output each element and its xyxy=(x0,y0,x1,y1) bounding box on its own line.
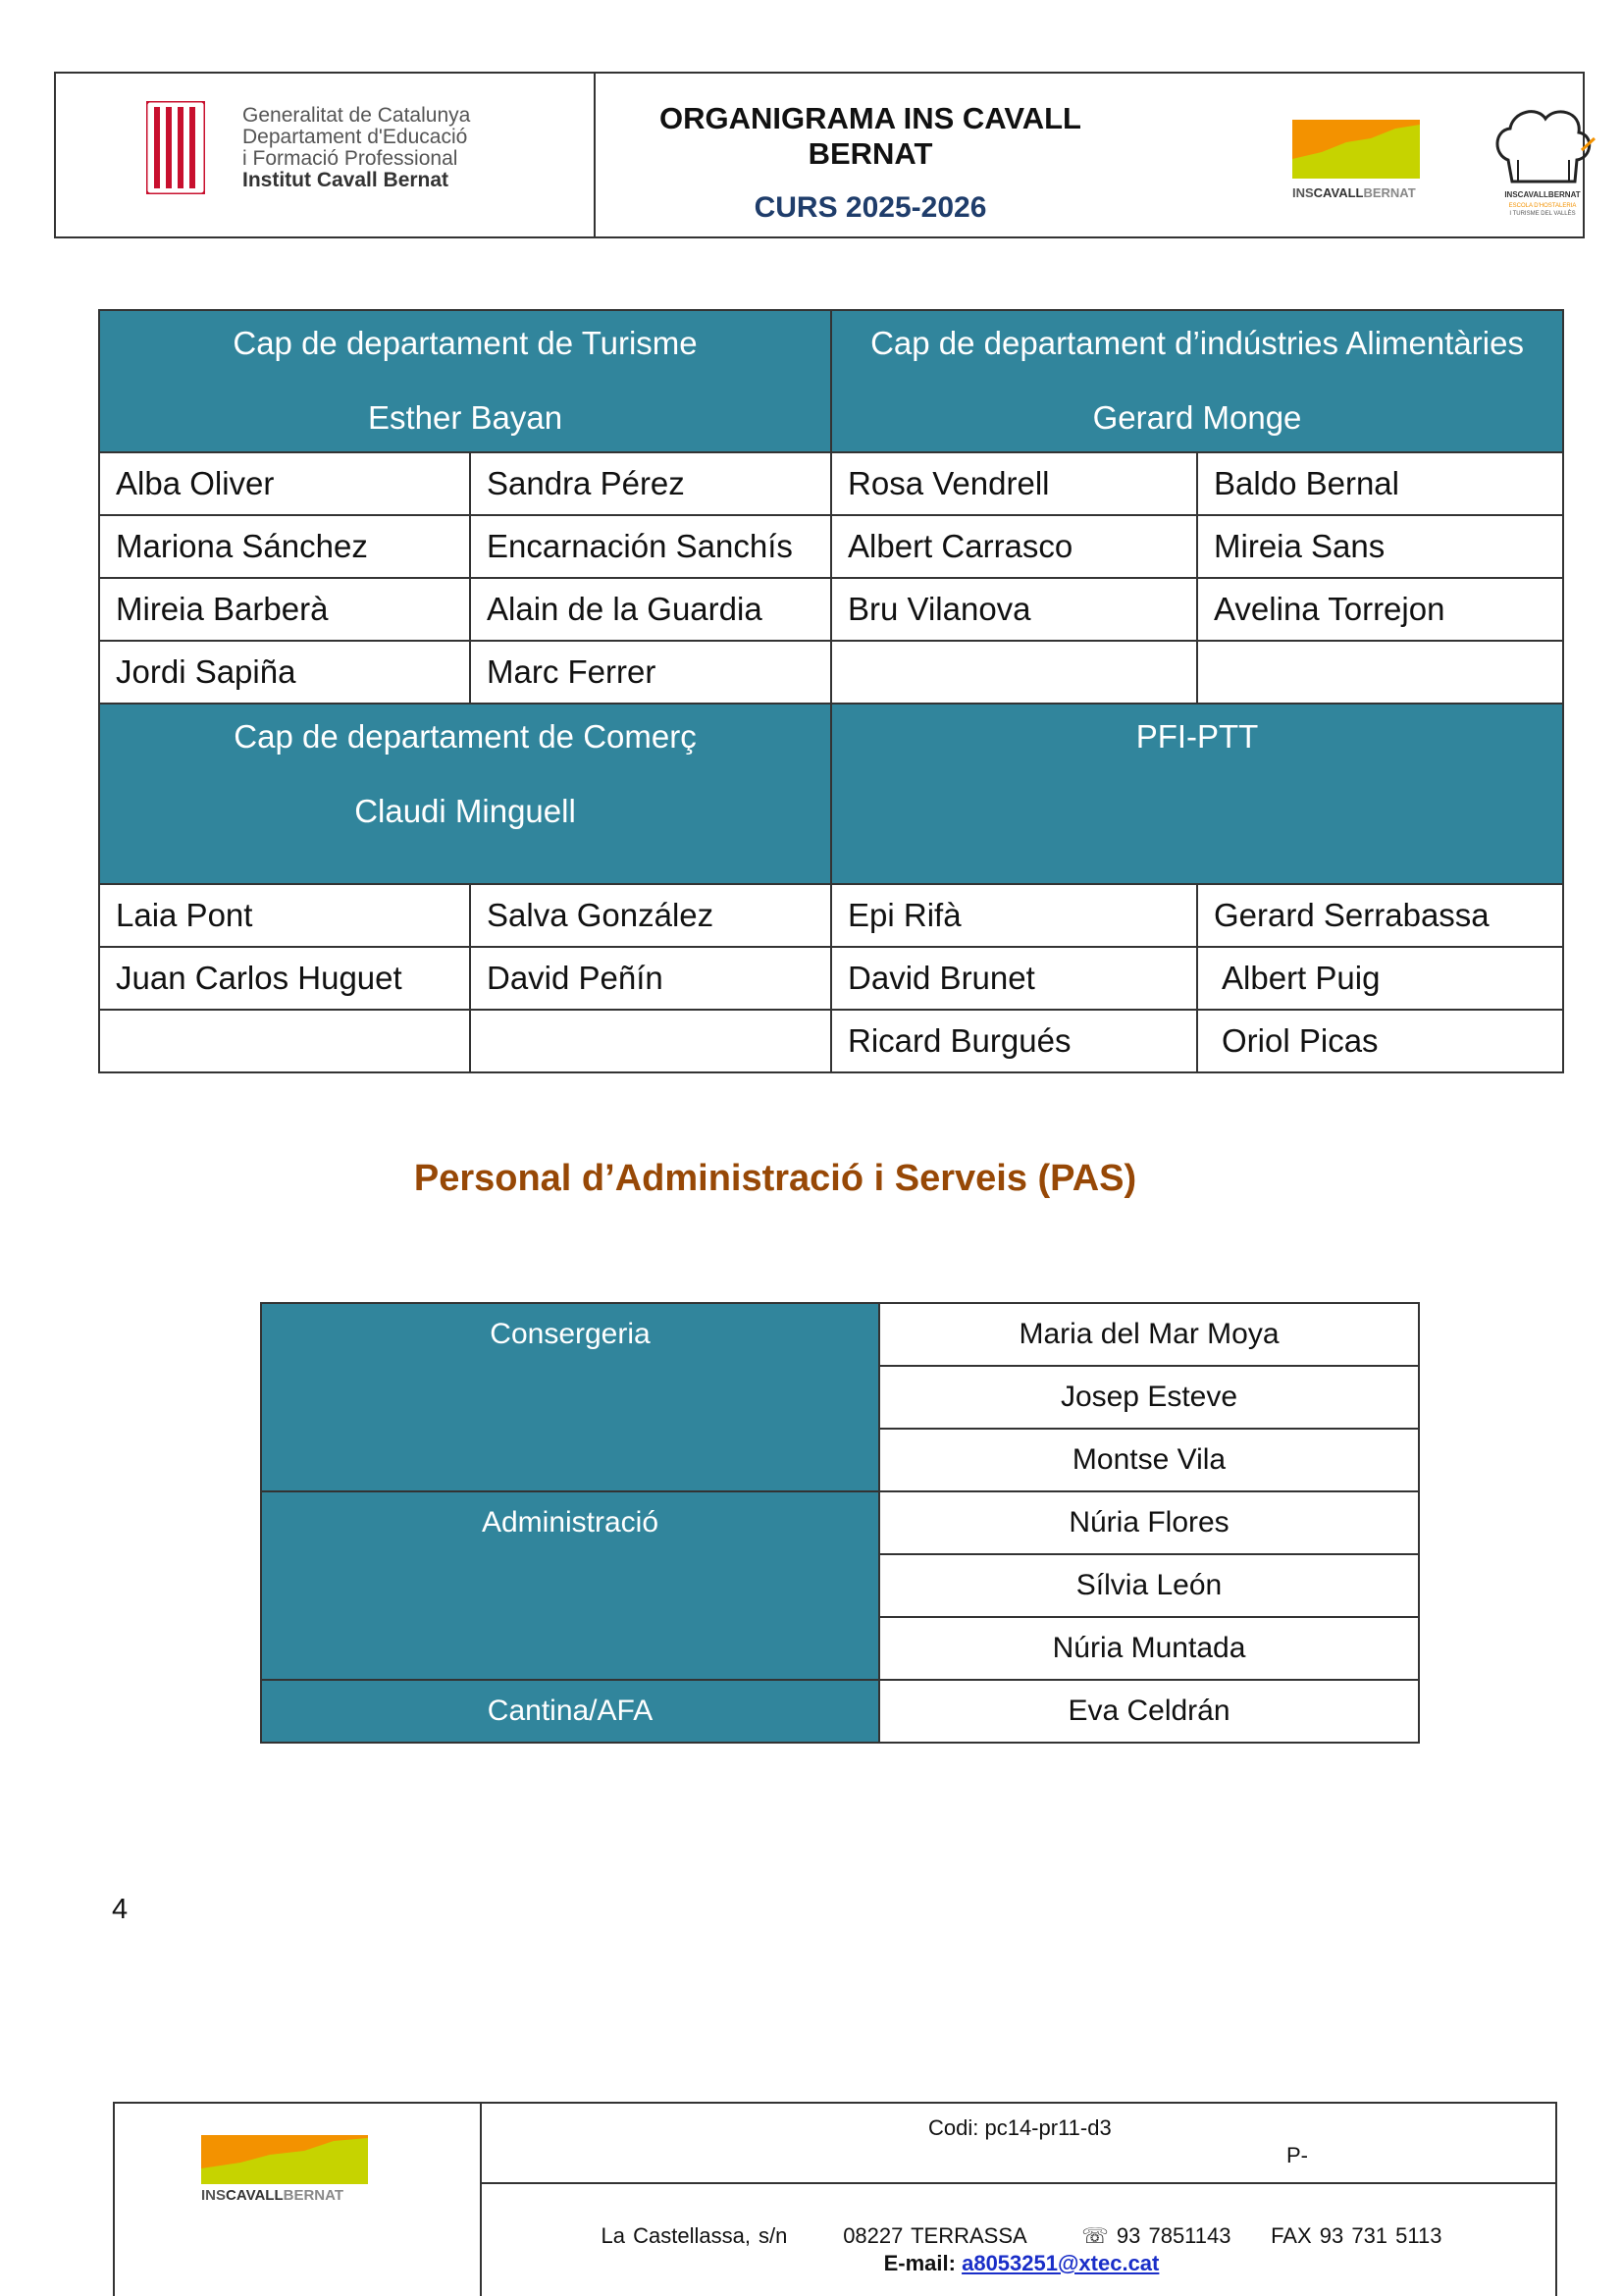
svg-text:ESCOLA D'HOSTALERIA: ESCOLA D'HOSTALERIA xyxy=(1508,203,1577,209)
department-head-title: PFI-PTT xyxy=(1135,718,1259,755)
pas-person-cell: Josep Esteve xyxy=(879,1366,1419,1429)
department-head-cell xyxy=(99,310,831,452)
header-left-cell xyxy=(56,74,596,236)
address-city: 08227 TERRASSA xyxy=(843,2223,1026,2248)
footer-page-label: P- xyxy=(1286,2143,1308,2167)
member-cell: Sandra Pérez xyxy=(470,452,831,515)
pas-person-cell: Maria del Mar Moya xyxy=(879,1303,1419,1366)
email-label: E-mail: xyxy=(883,2251,956,2275)
table-row xyxy=(99,578,1563,641)
pas-category-cell: Cantina/AFA xyxy=(261,1680,879,1743)
org-line-1: Generalitat de Catalunya xyxy=(242,104,471,127)
department-head-cell xyxy=(831,704,1563,884)
footer-address xyxy=(482,2223,1561,2249)
pas-person-cell: Eva Celdrán xyxy=(879,1680,1419,1743)
email-link[interactable]: a8053251@xtec.cat xyxy=(962,2251,1160,2275)
member-cell: Ricard Burgués xyxy=(831,1010,1197,1072)
member-cell: Mireia Barberà xyxy=(99,578,470,641)
member-cell: Baldo Bernal xyxy=(1197,452,1563,515)
header-right-cell xyxy=(596,74,1583,236)
generalitat-logo-icon xyxy=(146,101,205,194)
ins-cavall-bernat-logo-icon xyxy=(1292,115,1420,203)
footer-logo-cell xyxy=(115,2104,482,2296)
ins-cavall-bernat-logo-icon xyxy=(201,2133,368,2207)
generalitat-text xyxy=(242,105,470,191)
member-cell: Alba Oliver xyxy=(99,452,470,515)
member-cell: Marc Ferrer xyxy=(470,641,831,704)
department-head-name: Esther Bayan xyxy=(367,399,563,436)
table-row xyxy=(261,1491,1419,1554)
member-cell: Mariona Sánchez xyxy=(99,515,470,578)
hospitality-school-logo-icon xyxy=(1489,101,1596,219)
member-cell: Mireia Sans xyxy=(1197,515,1563,578)
table-row xyxy=(99,947,1563,1010)
departments-table xyxy=(98,309,1564,1073)
member-cell xyxy=(470,1010,831,1072)
member-cell: Alain de la Guardia xyxy=(470,578,831,641)
table-row xyxy=(99,515,1563,578)
member-cell: Albert Puig xyxy=(1197,947,1563,1010)
footer-email xyxy=(482,2251,1561,2276)
footer-code-row xyxy=(482,2104,1555,2184)
member-cell xyxy=(831,641,1197,704)
department-head-cell xyxy=(831,310,1563,452)
footer-info-cell xyxy=(482,2104,1555,2296)
svg-text:INSCAVALLBERNAT: INSCAVALLBERNAT xyxy=(1292,185,1416,200)
table-row xyxy=(261,1680,1419,1743)
pas-category-cell: Administració xyxy=(261,1491,879,1680)
department-header-row xyxy=(99,704,1563,884)
member-cell: Rosa Vendrell xyxy=(831,452,1197,515)
org-line-3: i Formació Professional xyxy=(242,147,458,170)
document-code: Codi: pc14-pr11-d3 xyxy=(928,2115,1112,2140)
svg-text:I TURISME DEL VALLÈS: I TURISME DEL VALLÈS xyxy=(1509,211,1576,217)
institute-name: Institut Cavall Bernat xyxy=(242,169,449,191)
department-head-title: Cap de departament d’indústries Alimentàries xyxy=(870,325,1524,361)
member-cell: Albert Carrasco xyxy=(831,515,1197,578)
page-number: 4 xyxy=(112,1894,129,1925)
table-row xyxy=(99,1010,1563,1072)
title-line-1: ORGANIGRAMA INS CAVALL xyxy=(659,101,1081,135)
department-head-cell xyxy=(99,704,831,884)
org-line-2: Departament d'Educació xyxy=(242,126,468,148)
table-row xyxy=(99,452,1563,515)
member-cell: David Peñín xyxy=(470,947,831,1010)
pas-category-cell: Consergeria xyxy=(261,1303,879,1491)
member-cell: Gerard Serrabassa xyxy=(1197,884,1563,947)
member-cell: Jordi Sapiña xyxy=(99,641,470,704)
department-head-title: Cap de departament de Turisme xyxy=(233,325,698,361)
pas-person-cell: Sílvia León xyxy=(879,1554,1419,1617)
table-row xyxy=(99,641,1563,704)
document-footer xyxy=(113,2102,1557,2296)
fax-number: FAX 93 731 5113 xyxy=(1271,2223,1442,2248)
svg-text:INSCAVALLBERNAT: INSCAVALLBERNAT xyxy=(201,2187,344,2204)
phone-icon: ☏ xyxy=(1081,2223,1109,2248)
member-cell: Bru Vilanova xyxy=(831,578,1197,641)
course-label: CURS 2025-2026 xyxy=(754,191,987,224)
pas-person-cell: Núria Flores xyxy=(879,1491,1419,1554)
document-title xyxy=(596,101,1145,172)
member-cell: Juan Carlos Huguet xyxy=(99,947,470,1010)
table-row xyxy=(261,1303,1419,1366)
table-row xyxy=(99,884,1563,947)
member-cell xyxy=(99,1010,470,1072)
member-cell xyxy=(1197,641,1563,704)
pas-table xyxy=(260,1302,1420,1744)
member-cell: Encarnación Sanchís xyxy=(470,515,831,578)
department-head-name: Claudi Minguell xyxy=(354,793,576,829)
department-head-title: Cap de departament de Comerç xyxy=(234,718,697,755)
member-cell: Epi Rifà xyxy=(831,884,1197,947)
pas-section-title: Personal d’Administració i Serveis (PAS) xyxy=(413,1158,1137,1199)
title-line-2: BERNAT xyxy=(808,136,933,171)
phone-number: 93 7851143 xyxy=(1116,2223,1231,2248)
department-header-row xyxy=(99,310,1563,452)
svg-text:INSCAVALLBERNAT: INSCAVALLBERNAT xyxy=(1504,190,1581,199)
department-head-name: Gerard Monge xyxy=(1092,399,1302,436)
member-cell: Oriol Picas xyxy=(1197,1010,1563,1072)
member-cell: David Brunet xyxy=(831,947,1197,1010)
member-cell: Laia Pont xyxy=(99,884,470,947)
pas-person-cell: Núria Muntada xyxy=(879,1617,1419,1680)
member-cell: Salva González xyxy=(470,884,831,947)
pas-person-cell: Montse Vila xyxy=(879,1429,1419,1491)
document-header xyxy=(54,72,1585,238)
member-cell: Avelina Torrejon xyxy=(1197,578,1563,641)
address-street: La Castellassa, s/n xyxy=(601,2223,788,2248)
